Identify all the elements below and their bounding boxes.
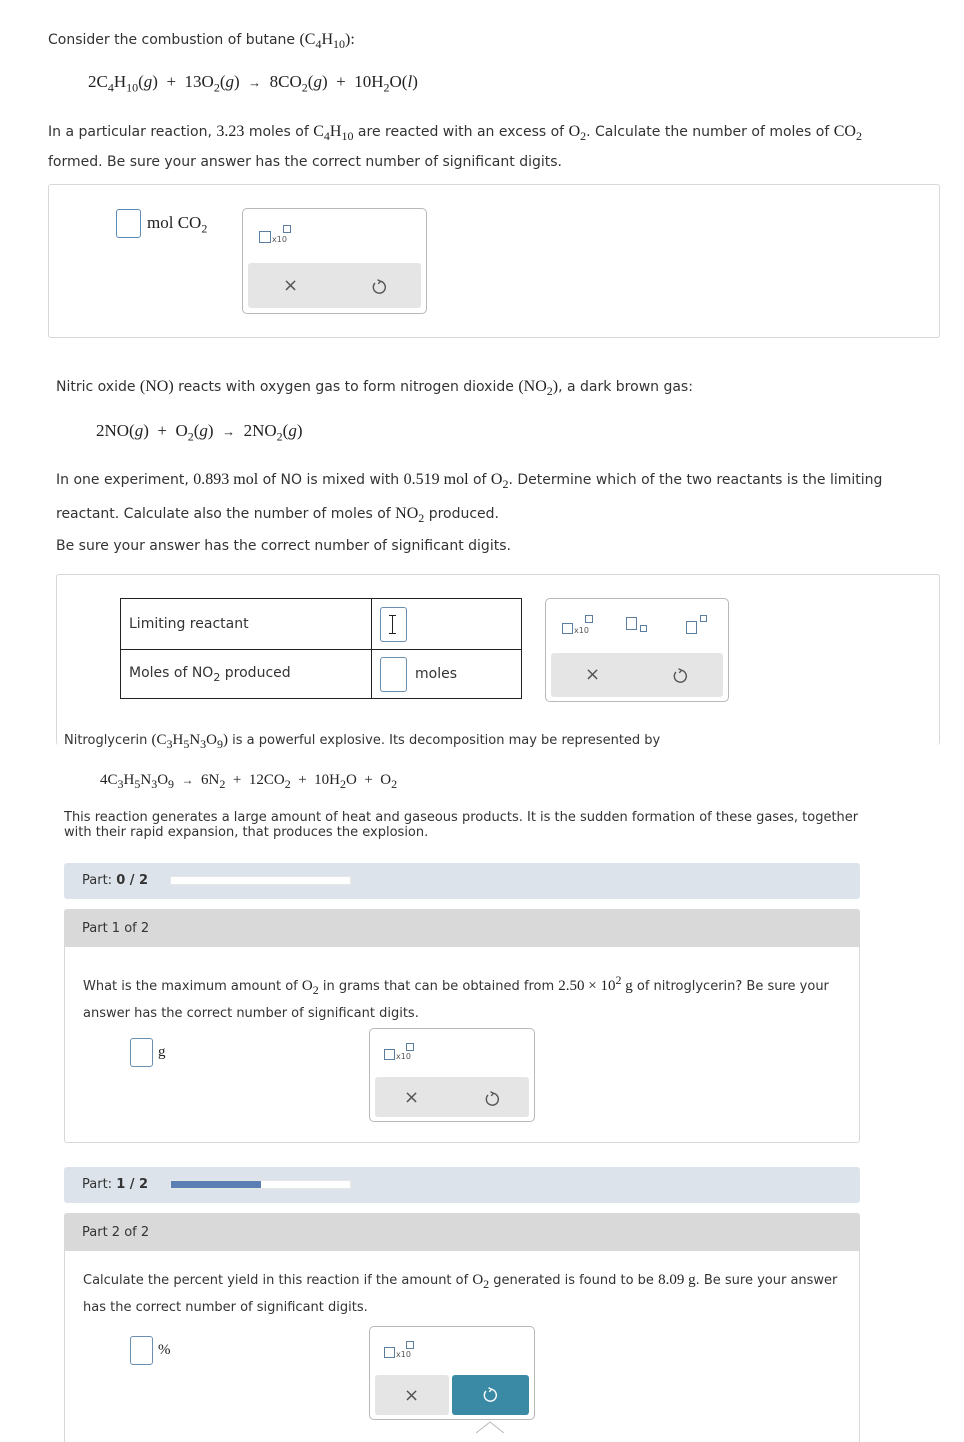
clear-button[interactable]: ×: [404, 1087, 420, 1108]
q2-prompt: In one experiment, 0.893 mol of NO is mixed with 0.519 mol of $O_2$. Determine which of the two reactants is the limiting reactant. Calculate also the number of moles of $NO_2$ produced.: [56, 471, 883, 526]
q3-equation: $4C_3H_5N_3O_9 \to 6N_2 + 12CO_2 + 10H_2O + O_2$: [100, 772, 398, 791]
limiting-reactant-cell: [372, 599, 522, 650]
x10-exponent-box: [585, 615, 593, 623]
undo-icon[interactable]: [672, 668, 688, 684]
x10-label: x10: [272, 235, 287, 244]
q2-sigfig-note: Be sure your answer has the correct number of significant digits.: [56, 538, 511, 554]
x10-button[interactable]: [384, 1347, 395, 1358]
q2-intro: Nitric oxide (NO) reacts with oxygen gas to form nitrogen dioxide $(NO_2)$, a dark brown gas:: [56, 378, 693, 399]
subscript-button[interactable]: [626, 617, 637, 630]
undo-icon[interactable]: [484, 1091, 500, 1107]
part-a-toolbox: [369, 1028, 535, 1122]
q2-answer-table: [120, 598, 522, 699]
part-b-header: [64, 1213, 860, 1251]
x10-label: x10: [574, 626, 589, 635]
part-a-progress-track: [170, 876, 351, 885]
q1-unit: mol $CO_2$: [147, 213, 208, 236]
clear-button[interactable]: ×: [283, 275, 299, 296]
limiting-reactant-label: Limiting reactant: [121, 599, 372, 650]
superscript-button[interactable]: [686, 621, 697, 634]
q2-toolbox: [545, 598, 729, 702]
moles-no2-cell: [372, 650, 522, 699]
x10-button[interactable]: [259, 231, 271, 243]
q1-answer-panel: [48, 184, 940, 338]
superscript-box: [700, 615, 707, 622]
part-b-progress-track: [170, 1180, 351, 1189]
part-a-header: [64, 909, 860, 947]
q2-toolbox-actions: [551, 653, 723, 697]
part-a-question: What is the maximum amount of $O_2$ in grams that can be obtained from $2.50 \times 10^2$ g of nitroglycerin? Be sure your answer has the correct number of significant digits.: [83, 973, 829, 1021]
part-a-toolbox-actions: [375, 1077, 529, 1117]
undo-icon[interactable]: [482, 1387, 498, 1403]
q1-toolbox-actions: [248, 263, 421, 308]
undo-icon[interactable]: [371, 279, 387, 295]
undo-button[interactable]: [452, 1375, 529, 1415]
limiting-reactant-input[interactable]: [380, 607, 407, 642]
subscript-box: [640, 625, 647, 632]
part-b-question: Calculate the percent yield in this reaction if the amount of $O_2$ generated is found to be 8.09 g. Be sure your answer has the correct number of significant digits.: [83, 1272, 838, 1315]
part-b-unit: %: [158, 1342, 171, 1358]
x10-exponent-box: [406, 1341, 414, 1349]
q3-intro: Nitroglycerin $(C_3H_5N_3O_9)$ is a powerful explosive. Its decomposition may be represented by: [64, 732, 661, 751]
x10-button[interactable]: [384, 1049, 395, 1060]
part-b-progress-bar: [64, 1167, 860, 1203]
x10-label: x10: [396, 1052, 411, 1061]
x10-button[interactable]: [562, 623, 573, 634]
part-b-progress-text: Part: 1 / 2: [82, 1177, 149, 1192]
q1-equation: $2C_4H_{10}(g) + 13O_2(g) \to 8CO_2(g) + 10H_2O(l)$: [88, 72, 418, 95]
part-a-progress-text: Part: 0 / 2: [82, 873, 149, 888]
moles-no2-label: Moles of $NO_2$ produced: [121, 650, 372, 699]
part-b-answer-input[interactable]: [130, 1336, 153, 1365]
x10-exponent-box: [283, 225, 291, 233]
part-a-answer-input[interactable]: [130, 1038, 153, 1067]
q1-answer-input[interactable]: [116, 209, 141, 238]
part-b-progress-fill: [171, 1181, 261, 1188]
q1-prompt: In a particular reaction, 3.23 moles of $C_4H_{10}$ are reacted with an excess of $O_2$. Calculate the number of moles of $CO_2$ formed. Be sure your answer has the correct number of significant digits.: [48, 123, 862, 171]
q3-description: This reaction generates a large amount of heat and gaseous products. It is the sudden formation of these gases, together with their rapid expansion, that produces the explosion.: [64, 810, 859, 840]
clear-button[interactable]: ×: [585, 664, 601, 685]
part-a-unit: g: [158, 1044, 166, 1060]
x10-label: x10: [396, 1350, 411, 1359]
moles-no2-input[interactable]: [380, 657, 407, 692]
q2-equation: $2NO(g) + O_2(g) \to 2NO_2(g)$: [96, 421, 303, 444]
undo-tooltip-pointer: [476, 1421, 504, 1433]
clear-button[interactable]: ×: [404, 1385, 420, 1406]
part-b-title: Part 2 of 2: [82, 1225, 150, 1240]
part-b-toolbox: [369, 1326, 535, 1420]
part-a-title: Part 1 of 2: [82, 921, 150, 936]
q1-intro: Consider the combustion of butane $(C_4H_{10})$:: [48, 31, 355, 52]
q1-toolbox: [242, 208, 427, 314]
part-a-progress-bar: [64, 863, 860, 899]
x10-exponent-box: [406, 1043, 414, 1051]
moles-unit: moles: [415, 666, 457, 682]
